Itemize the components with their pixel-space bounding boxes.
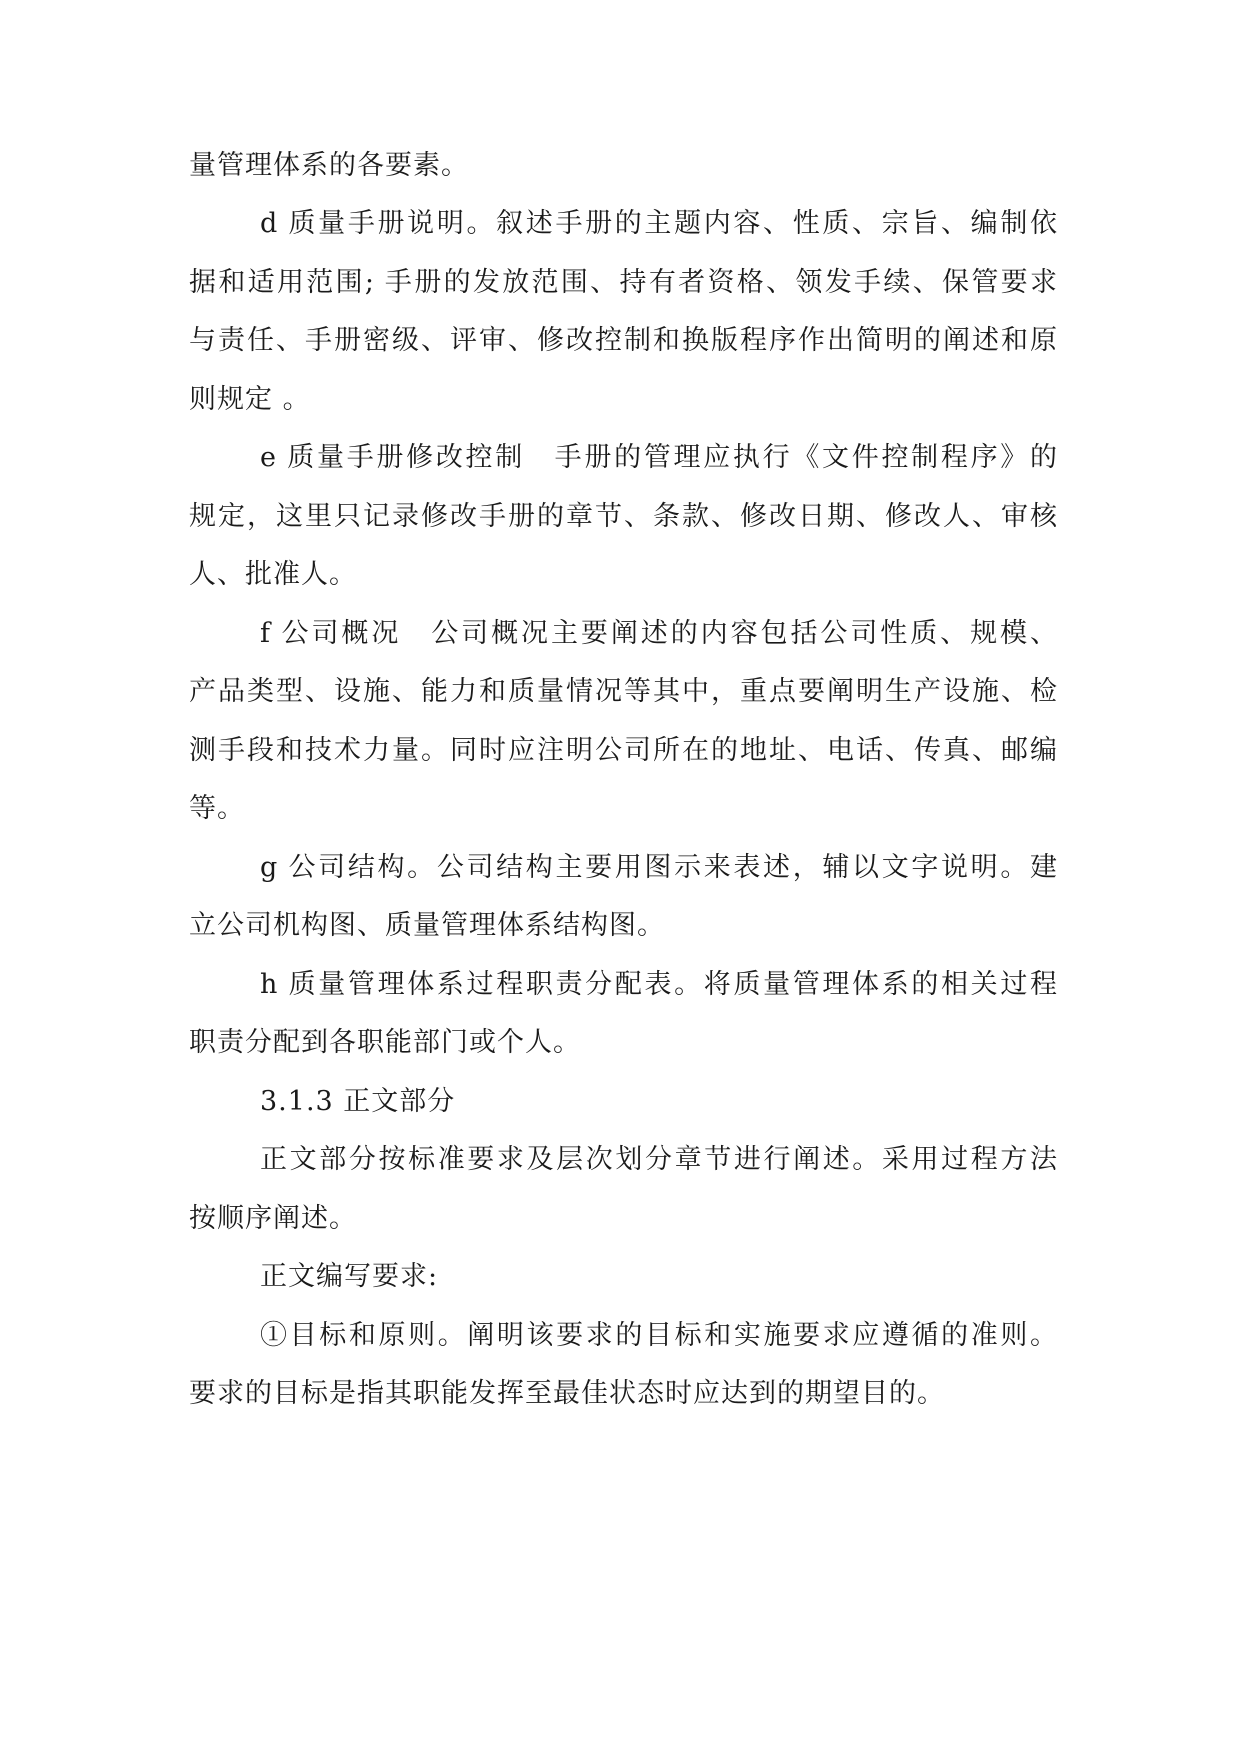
text-line: 测手段和技术力量。同时应注明公司所在的地址、电话、传真、邮编 — [189, 735, 1057, 766]
text-line: e 质量手册修改控制 手册的管理应执行《文件控制程序》的 — [260, 442, 1057, 473]
text-line: 正文部分按标准要求及层次划分章节进行阐述。采用过程方法 — [260, 1144, 1057, 1175]
text-line: h 质量管理体系过程职责分配表。将质量管理体系的相关过程 — [260, 969, 1057, 1000]
section-heading: 3.1.3 正文部分 — [260, 1086, 456, 1117]
text-line: 立公司机构图、质量管理体系结构图。 — [189, 910, 665, 941]
text-line: 据和适用范围; 手册的发放范围、持有者资格、领发手续、保管要求 — [189, 267, 1057, 298]
text-line: d 质量手册说明。叙述手册的主题内容、性质、宗旨、编制依 — [260, 208, 1057, 239]
text-line: 人、批准人。 — [189, 559, 357, 590]
text-line: 则规定 。 — [189, 384, 311, 415]
text-line: 等。 — [189, 793, 245, 824]
text-line: 产品类型、设施、能力和质量情况等其中，重点要阐明生产设施、检 — [189, 676, 1057, 707]
text-line: g 公司结构。公司结构主要用图示来表述，辅以文字说明。建 — [260, 852, 1057, 883]
text-line: 按顺序阐述。 — [189, 1203, 357, 1234]
text-line: 规定，这里只记录修改手册的章节、条款、修改日期、修改人、审核 — [189, 501, 1057, 532]
text-line: f 公司概况 公司概况主要阐述的内容包括公司性质、规模、 — [260, 618, 1057, 649]
text-line: 与责任、手册密级、评审、修改控制和换版程序作出简明的阐述和原 — [189, 325, 1057, 356]
text-line: ①目标和原则。阐明该要求的目标和实施要求应遵循的准则。 — [260, 1320, 1057, 1351]
text-line: 职责分配到各职能部门或个人。 — [189, 1027, 581, 1058]
text-line: 量管理体系的各要素。 — [189, 150, 469, 181]
text-line: 正文编写要求: — [260, 1261, 439, 1292]
text-line: 要求的目标是指其职能发挥至最佳状态时应达到的期望目的。 — [189, 1378, 945, 1409]
